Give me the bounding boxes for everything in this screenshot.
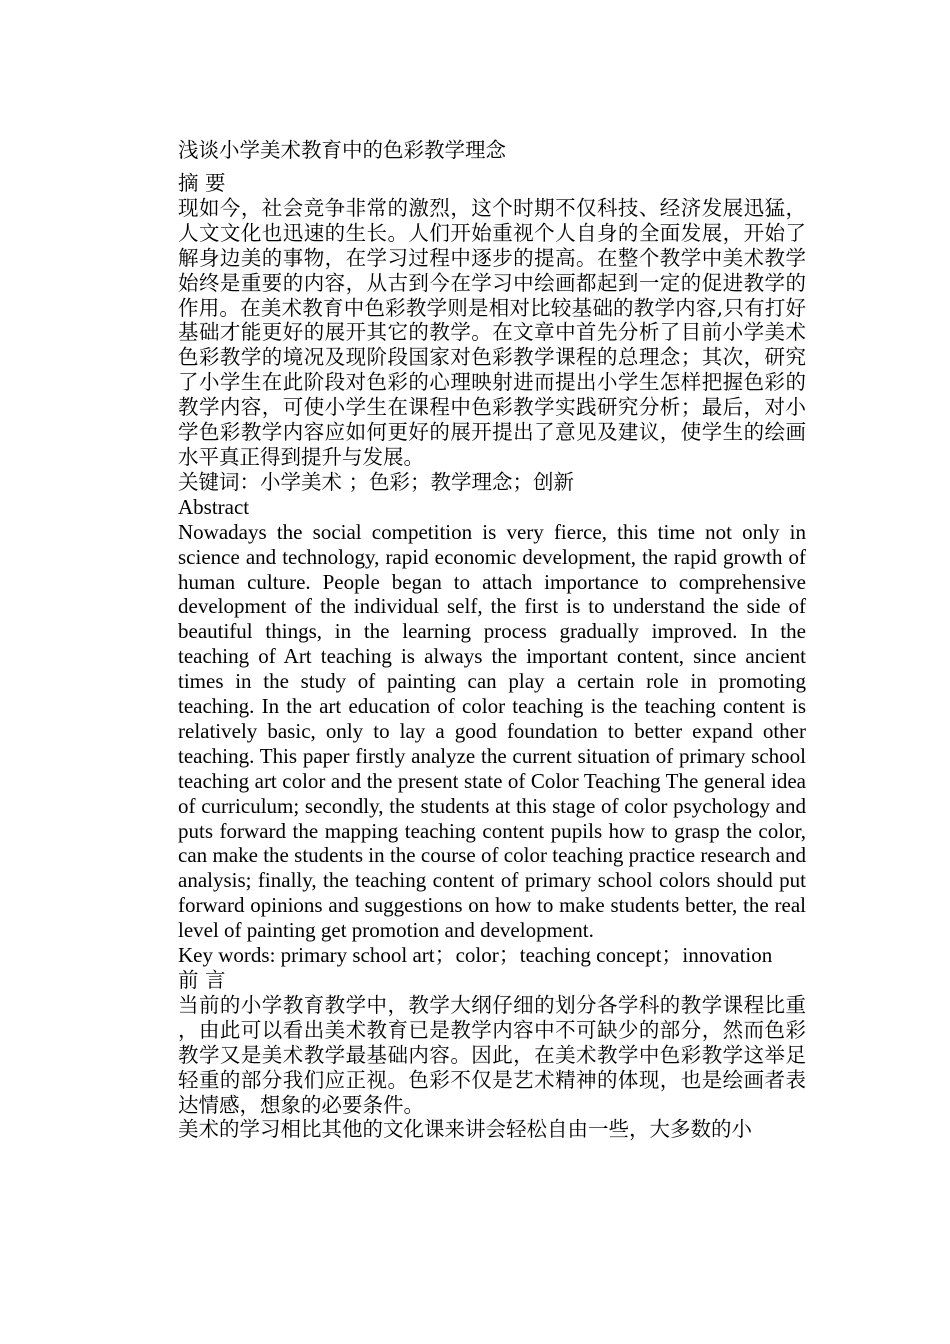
abstract-en-heading: Abstract [178,494,250,519]
preface-paragraph: 美术的学习相比其他的文化课来讲会轻松自由一些，大多数的小 [178,1117,752,1142]
abstract-en-text: Nowadays the social competition is very fierce, this time not only in science and technology, rapid economic development, the rapid growth of human culture. People began to attach importance to comprehensive development of the individual self, the first is to understand the side of beautiful things, in the learning process gradually improved. In the teaching of Art teaching is always the important content, since ancient times in the study of painting can play a certain role in promoting teaching. In the art education of color teaching is the teaching content is relatively basic, only to lay a good foundation to better expand other teaching. This paper firstly analyze the current situation of primary school teaching art color and the present state of Color Teaching The general idea of curriculum; secondly, the students at this stage of color psychology and puts forward the mapping teaching content pupils how to grasp the color, can make the students in the course of color teaching practice research and analysis; finally, the teaching content of primary school colors should put forward opinions and suggestions on how to make students better, the real level of painting get promotion and development. [178,519,806,943]
abstract-cn-text: 现如今，社会竞争非常的激烈，这个时期不仅科技、经济发展迅猛，人文文化也迅速的生长。人们开始重视个人自身的全面发展，开始了解身边美的事物，在学习过程中逐步的提高。在整个教学中美术教学始终是重要的内容，从古到今在学习中绘画都起到一定的促进教学的作用。在美术教育中色彩教学则是相对比较基础的教学内容,只有打好基础才能更好的展开其它的教学。在文章中首先分析了目前小学美术色彩教学的境况及现阶段国家对色彩教学课程的总理念；其次，研究了小学生在此阶段对色彩的心理映射进而提出小学生怎样把握色彩的教学内容，可使小学生在课程中色彩教学实践研究分析；最后，对小学色彩教学内容应如何更好的展开提出了意见及建议，使学生的绘画水平真正得到提升与发展。 [178,195,806,469]
preface-paragraph: 当前的小学教育教学中，教学大纲仔细的划分各学科的教学课程比重，由此可以看出美术教育已是教学内容中不可缺少的部分，然而色彩教学又是美术教学最基础内容。因此，在美术教学中色彩教学这举足轻重的部分我们应正视。色彩不仅是艺术精神的体现，也是绘画者表达情感，想象的必要条件。 [178,992,806,1117]
document-title: 浅谈小学美术教育中的色彩教学理念 [178,138,506,162]
keywords-en: Key words: primary school art；color；teaching concept；innovation [178,943,773,968]
abstract-cn-heading: 摘 要 [178,171,226,195]
keywords-cn: 关键词：小学美术 ；色彩；教学理念；创新 [178,469,575,494]
document-page [178,136,806,1142]
preface-heading: 前 言 [178,968,226,992]
